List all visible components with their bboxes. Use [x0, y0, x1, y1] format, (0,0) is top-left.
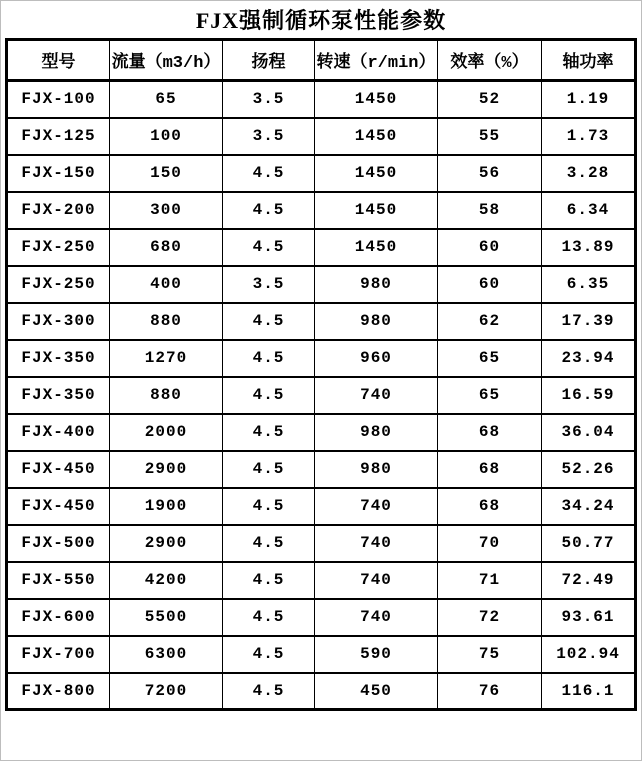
table-cell: 980: [315, 303, 438, 340]
table-cell: 60: [438, 229, 542, 266]
table-cell: 4.5: [223, 303, 315, 340]
table-cell: 1450: [315, 192, 438, 229]
table-cell: 680: [110, 229, 223, 266]
table-cell: 4.5: [223, 451, 315, 488]
table-cell: 7200: [110, 673, 223, 710]
table-header: [7, 40, 636, 81]
table-cell: 400: [110, 266, 223, 303]
table-cell: 68: [438, 488, 542, 525]
table-cell: FJX-100: [7, 81, 110, 118]
table-cell: 4.5: [223, 192, 315, 229]
table-cell: 70: [438, 525, 542, 562]
table-cell: 2900: [110, 451, 223, 488]
table-cell: 150: [110, 155, 223, 192]
table-cell: 16.59: [542, 377, 636, 414]
table-cell: 450: [315, 673, 438, 710]
table-cell: 1.73: [542, 118, 636, 155]
table-cell: FJX-450: [7, 451, 110, 488]
table-cell: 50.77: [542, 525, 636, 562]
table-cell: 4200: [110, 562, 223, 599]
table-cell: FJX-350: [7, 377, 110, 414]
table-cell: FJX-250: [7, 229, 110, 266]
header-cell: 型号: [7, 40, 110, 81]
table-cell: 6.34: [542, 192, 636, 229]
table-cell: FJX-300: [7, 303, 110, 340]
table-cell: 3.5: [223, 81, 315, 118]
table-cell: 4.5: [223, 488, 315, 525]
table-cell: 1450: [315, 118, 438, 155]
table-cell: 1450: [315, 81, 438, 118]
table-cell: 2900: [110, 525, 223, 562]
table-cell: 75: [438, 636, 542, 673]
table-cell: 65: [110, 81, 223, 118]
table-cell: 880: [110, 377, 223, 414]
table-cell: 65: [438, 377, 542, 414]
table-row: [7, 229, 636, 266]
header-cell: 转速（r/min）: [315, 40, 438, 81]
table-cell: FJX-250: [7, 266, 110, 303]
table-cell: 71: [438, 562, 542, 599]
table-cell: 4.5: [223, 636, 315, 673]
table-cell: FJX-700: [7, 636, 110, 673]
header-cell: 扬程: [223, 40, 315, 81]
table-cell: 6300: [110, 636, 223, 673]
table-cell: 17.39: [542, 303, 636, 340]
table-cell: 300: [110, 192, 223, 229]
title-bar: [1, 1, 641, 38]
table-cell: 13.89: [542, 229, 636, 266]
table-row: [7, 451, 636, 488]
table-row: [7, 636, 636, 673]
table-cell: 1.19: [542, 81, 636, 118]
table-cell: 52: [438, 81, 542, 118]
table-row: [7, 118, 636, 155]
table-cell: 68: [438, 451, 542, 488]
header-cell: 效率（%）: [438, 40, 542, 81]
table-row: [7, 562, 636, 599]
table-cell: FJX-500: [7, 525, 110, 562]
page-title: FJX强制循环泵性能参数: [195, 8, 447, 33]
table-cell: 102.94: [542, 636, 636, 673]
table-cell: FJX-125: [7, 118, 110, 155]
table-cell: 4.5: [223, 229, 315, 266]
table-cell: 2000: [110, 414, 223, 451]
table-cell: 740: [315, 599, 438, 636]
table-cell: FJX-200: [7, 192, 110, 229]
table-cell: 4.5: [223, 340, 315, 377]
table-row: [7, 192, 636, 229]
table-row: [7, 303, 636, 340]
table-cell: FJX-550: [7, 562, 110, 599]
table-cell: 6.35: [542, 266, 636, 303]
table-cell: 590: [315, 636, 438, 673]
table-cell: 3.5: [223, 118, 315, 155]
table-cell: 68: [438, 414, 542, 451]
header-cell: 流量（m3/h）: [110, 40, 223, 81]
table-cell: 980: [315, 451, 438, 488]
table-row: [7, 599, 636, 636]
table-cell: 3.5: [223, 266, 315, 303]
table-cell: 980: [315, 414, 438, 451]
table-cell: 55: [438, 118, 542, 155]
table-row: [7, 525, 636, 562]
table-cell: 1900: [110, 488, 223, 525]
table-cell: 880: [110, 303, 223, 340]
table-cell: FJX-150: [7, 155, 110, 192]
table-cell: 100: [110, 118, 223, 155]
table-cell: 23.94: [542, 340, 636, 377]
table-cell: 740: [315, 488, 438, 525]
table-cell: 960: [315, 340, 438, 377]
table-row: [7, 377, 636, 414]
table-cell: 740: [315, 562, 438, 599]
table-row: [7, 673, 636, 710]
table-cell: 740: [315, 525, 438, 562]
table-cell: 65: [438, 340, 542, 377]
table-cell: 4.5: [223, 673, 315, 710]
table-cell: 76: [438, 673, 542, 710]
table-cell: 1450: [315, 229, 438, 266]
performance-table: [5, 38, 637, 711]
table-cell: 4.5: [223, 525, 315, 562]
table-cell: 4.5: [223, 155, 315, 192]
table-cell: 4.5: [223, 377, 315, 414]
table-cell: FJX-400: [7, 414, 110, 451]
header-cell: 轴功率: [542, 40, 636, 81]
table-cell: 56: [438, 155, 542, 192]
table-cell: 116.1: [542, 673, 636, 710]
table-cell: FJX-800: [7, 673, 110, 710]
table-cell: FJX-350: [7, 340, 110, 377]
table-cell: 58: [438, 192, 542, 229]
table-row: [7, 266, 636, 303]
table-cell: 3.28: [542, 155, 636, 192]
table-cell: 4.5: [223, 414, 315, 451]
table-cell: 72.49: [542, 562, 636, 599]
table-cell: 4.5: [223, 562, 315, 599]
table-row: [7, 81, 636, 118]
table-cell: 93.61: [542, 599, 636, 636]
table-cell: 60: [438, 266, 542, 303]
table-cell: 36.04: [542, 414, 636, 451]
table-row: [7, 340, 636, 377]
table-cell: 4.5: [223, 599, 315, 636]
table-cell: 1450: [315, 155, 438, 192]
table-cell: FJX-600: [7, 599, 110, 636]
table-cell: 72: [438, 599, 542, 636]
table-row: [7, 155, 636, 192]
table-cell: 740: [315, 377, 438, 414]
table-row: [7, 414, 636, 451]
table-cell: 1270: [110, 340, 223, 377]
table-cell: 5500: [110, 599, 223, 636]
table-cell: 980: [315, 266, 438, 303]
table-cell: 52.26: [542, 451, 636, 488]
table-cell: FJX-450: [7, 488, 110, 525]
table-row: [7, 488, 636, 525]
table-body: [7, 81, 636, 710]
header-row: [7, 40, 636, 81]
table-cell: 62: [438, 303, 542, 340]
table-cell: 34.24: [542, 488, 636, 525]
